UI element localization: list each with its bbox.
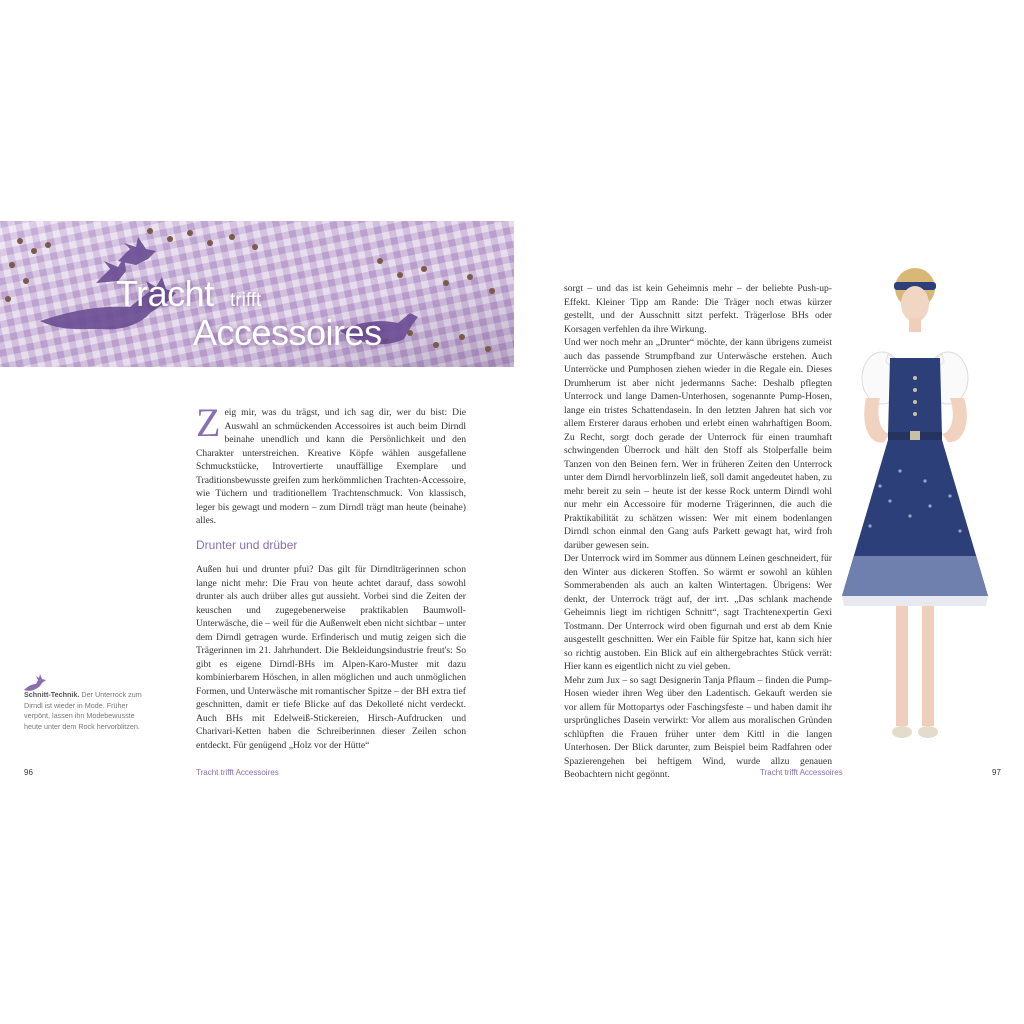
intro-paragraph (196, 400, 466, 528)
intro-text: eig mir, was du trägst, und ich sag dir, wer du bist: Die Auswahl an schmückenden Accessoires ist auch beim Dirndl beinahe unendlich und kann die Persönlichkeit und den Charakter unterstreichen. Kreative Köpfe wählen ausgefallene Schmuckstücke, Introvertierte unauffällige Exemplare und Traditionsbewusste greifen zum herkömmlichen Trachten-Accessoire, wie Tüchern und traditionellem Trachtenschmuck. Von klassisch, leger bis gewagt und modern – zum Dirndl trägt man heute (beinahe) alles. (196, 407, 466, 526)
page-number-left: 96 (24, 768, 33, 777)
right-paragraph-2: Und wer noch mehr an „Drunter“ möchte, der kann übrigens zumeist auch das passende Strumpfband zur Unterwäsche erstehen. Auch Unterröcke und Pumphosen ziehen wieder in die Regale ein. Dieses Drumherum ist aber nicht jedermanns Sache: Deshalb pflegten Unterrock und lange Damen-Unterhosen, sogenannte Pump-Hosen, lange ein tristes Schattendasein. In den letzten Jahren hat sich vor allem Ersterer daraus erhoben und erlebt einen wahrhaftigen Boom. Zu Recht, sorgt doch gerade der Unterrock für einen traumhaft schwingenden Überrock und hält den Stoff als Stolperfalle beim Tanzen von den Beinen fern. Wer in früheren Zeiten den Unterrock unter dem Dirndl hervorblinzeln ließ, soll damit angedeutet haben, zu mehr bereit zu sein – heute ist der kesse Rock unterm Dirndl wohl nur mehr ein Accessoire für moderne Trägerinnen, die auch die Praktikabilität zu schätzen wissen: Wer mit einem bodenlangen Dirndl schon einmal den Gang aufs Parkett gewagt hat, wird froh darüber gewesen sein. (564, 337, 832, 551)
dirndl-model-photo (830, 266, 1000, 746)
page-number-right: 97 (992, 768, 1001, 777)
hero-banner (0, 221, 514, 367)
right-paragraph-1: sorgt – und das ist kein Geheimnis mehr – der beliebte Push-up-Effekt. Kleiner Tipp am Rande: Die Träger noch etwas kürzer gestellt, und der Ausschnitt sitzt perfekt. Trägerlose BHs oder Korsagen verfehlen da ihre Wirkung. (564, 283, 832, 335)
title-word-tracht: Tracht (116, 273, 214, 314)
title-word-trifft: trifft (230, 290, 262, 311)
side-note-text: Der Unterrock zum Dirndl ist wieder in Mode. Früher verpönt, lassen ihn Modebewusste heute unter dem Rock hervorblitzen. (24, 690, 142, 731)
side-note (24, 690, 152, 732)
running-title-left: Tracht trifft Accessoires (196, 768, 279, 777)
right-paragraph-3: Der Unterrock wird im Sommer aus dünnem Leinen geschneidert, für den Winter aus dickeren Stoffen. So wärmt er sowohl an kühlen Sommerabenden als auch an kalten Wintertagen. Übrigens: Wer denkt, der Unterrock trägt auf, der irrt. „Das schlank machende Geheimnis liegt im richtigen Schnitt“, sagt Trachtenexpertin Gexi Tostmann. Der Unterrock wird oben figurnah und erst ab dem Knie ausgestellt geschnitten. Wer ein Faible für Spitze hat, kann sich hier so richtig austoben. Ein Blick auf ein althergebrachtes Stück verrät: Hier kann es eigentlich nicht zu viel geben. (564, 553, 832, 672)
section-body (196, 563, 466, 752)
running-title-right: Tracht trifft Accessoires (760, 768, 843, 777)
section-text: Außen hui und drunter pfui? Das gilt für Dirndlträgerinnen schon lange nicht mehr: Die Frau von heute achtet darauf, dass sowohl drunter als auch drüber alles gut aussieht. Vorbei sind die Zeiten der keuschen und zugegebenerweise praktikablen Baumwoll-Unterwäsche, die – weil für die Außenwelt eben nicht sichtbar – unter dem Dirndl getragen wurde. Erfinderisch und mutig zeigen sich die Trägerinnen im 21. Jahrhundert. Die Bekleidungsindustrie freut's: So gibt es eigene Dirndl-BHs im Alpen-Karo-Muster mit dazu kombinierbarem Höschen, in allen möglichen und auch unmöglichen Formen, und Unterwäsche mit romantischer Spitze – der BH extra tief geschnitten, damit er tiefe Blicke auf das Dekolleté nicht verdeckt. Auch BHs mit Edelweiß-Stickereien, Hirsch-Aufdrucken und Charivari-Ketten haben die Schreiberinnen dieser Zeilen schon entdeckt. Für genügend „Holz vor der Hütte“ (196, 564, 466, 751)
section-heading: Drunter und drüber (196, 538, 298, 552)
title-word-accessoires: Accessoires (193, 312, 382, 353)
right-paragraph-4: Mehr zum Jux – so sagt Designerin Tanja Pflaum – finden die Pump-Hosen wieder ihren Weg über den Ladentisch. Gekauft werden sie vor allem für Mottopartys oder Faschingsfeste – und haben damit ihr ursprüngliches Dasein verwirkt: Vor allem aus moralischen Gründen schlüpften die Frauen früher unter dem Kittl in die langen Unterhosen. Der Blick darunter, zum Beispiel beim Radfahren oder Spazierengehen bei heftigem Wind, wurde allzu genauen Beobachtern nicht gegönnt. (564, 674, 832, 780)
side-note-label: Schnitt-Technik. (24, 690, 80, 699)
dropcap: Z (196, 400, 221, 445)
right-column (564, 282, 832, 782)
hero-title (0, 221, 514, 367)
